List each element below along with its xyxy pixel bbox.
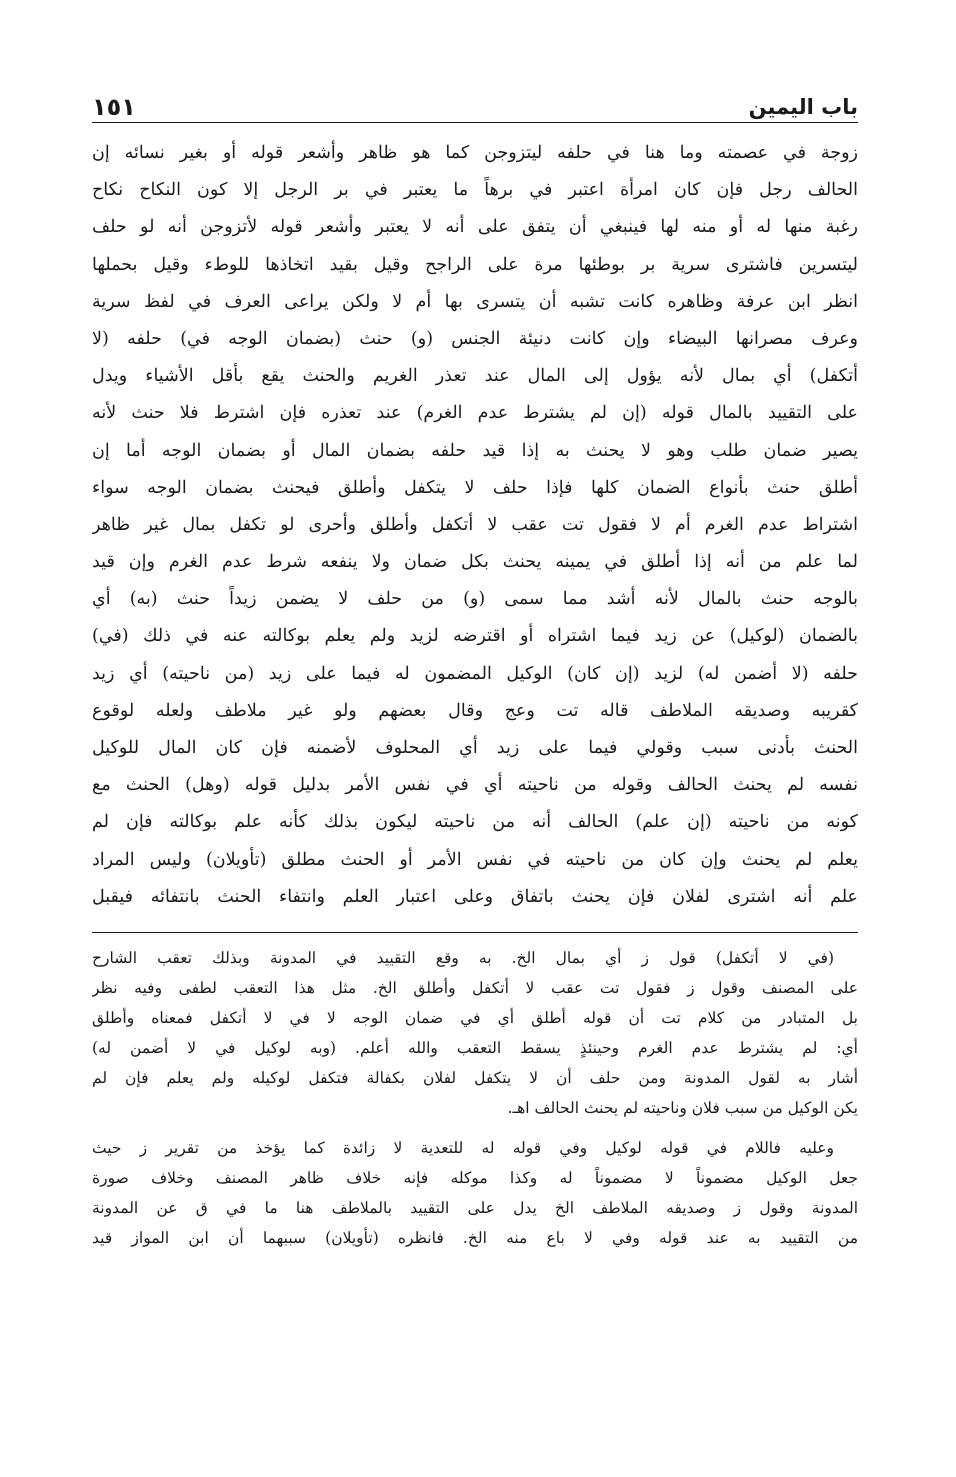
text-line: علم أنه اشترى لفلان فإن يحنث باتفاق وعلى اعتبار العلم وانتفاء الحنث بانتفائه فيقبل [92, 886, 858, 907]
running-header [92, 88, 858, 123]
text-line: لما علم من أنه إذا أطلق في يمينه يحنث بكل ضمان ولا ينفعه شرط عدم الغرم وإن قيد [92, 552, 858, 573]
text-line: يصير ضمان طلب وهو لا يحنث به إذا قيد حلفه بضمان المال أو بضمان الوجه أما إن [92, 440, 858, 461]
text-line: نفسه لم يحنث الحالف وقوله من ناحيته أي في نفس الأمر بدليل قوله (وهل) الحنث مع [92, 775, 858, 796]
page-number: ١٥١ [92, 93, 136, 121]
text-line: زوجة في عصمته وما هنا في حلفه ليتزوجن كما هو ظاهر وأشعر قوله أو بغير نسائه إن [92, 143, 858, 163]
text-line: أتكفل) أي بمال لأنه يؤول إلى المال عند تعذر الغريم والحنث يقع بأقل الأشياء ويدل [92, 366, 858, 387]
text-line: الحنث بأدنى سبب وقولي فيما على زيد أي المحلوف لأضمنه فإن كان المال للوكيل [92, 738, 858, 758]
text-line: كونه من ناحيته (إن علم) الحالف أنه من ناحيته ليكون بذلك كأنه علم بوكالته فإن لم [92, 812, 858, 833]
text-line: بالوجه حنث بالمال لأنه أشد مما سمى (و) من حلف لا يضمن زيداً حنث (به) أي [92, 589, 858, 610]
text-line: بالضمان (لوكيل) عن زيد فيما اشتراه أو اقترضه لزيد ولم يعلم بوكالته عنه في ذلك (في) [92, 626, 858, 647]
footnotes-section [92, 943, 858, 1253]
paragraph-spacer [92, 1123, 858, 1133]
text-line: كقريبه وصديقه الملاطف قاله تت وعج وقال بعضهم ولو غير ملاطف ولعله لوقوع [92, 700, 858, 721]
footnote-line: بل المتبادر من كلام تت أن قوله أطلق أي في ضمان الوجه لا في لا أتكفل فمعناه وأطلق [92, 1008, 858, 1027]
chapter-title: باب اليمين [748, 95, 858, 119]
text-line: ليتسرين فاشترى سرية بر بوطئها مرة على الراجح وقيل بقيد اتخاذها للوطء وقيل بحملها [92, 254, 858, 275]
footnote-line: يكن الوكيل من سبب فلان وناحيته لم يحنث الحالف اهـ. [507, 1098, 858, 1117]
book-page [92, 88, 858, 1253]
footnote-line: المدونة وقول ز وصديقه الملاطف الخ يدل على التقييد بالملاطف هنا ما في ق عن المدونة [92, 1198, 858, 1217]
footnote-line: أي: لم يشترط عدم الغرم وحينئذٍ يسقط التعقب والله أعلم. (وبه لوكيل في لا أضمن له) [92, 1038, 858, 1057]
text-line: على التقييد بالمال قوله (إن لم يشترط عدم الغرم) عند تعذره فإن اشترط فلا حنث لأنه [92, 403, 858, 424]
text-line: اشتراط عدم الغرم أم لا فقول تت عقب لا أتكفل وأطلق وأحرى لو تكفل بمال غير ظاهر [92, 514, 858, 535]
text-line: يعلم لم يحنث وإن كان من ناحيته في نفس الأمر أو الحنث مطلق (تأويلان) وليس المراد [92, 849, 858, 870]
text-line: أطلق حنث بأنواع الضمان كلها فإذا حلف لا يتكفل وأطلق فيحنث بضمان الوجه سواء [92, 477, 858, 498]
text-line: رغبة منها له أو منه لها فينبغي أن يتفق على أنه لا يعتبر وأشعر قوله لأتزوجن أنه لو حلف [92, 217, 858, 238]
text-line: وعرف مصرانها البيضاء وإن كانت دنيئة الجنس (و) حنث (بضمان الوجه في) حلفه (لا [92, 328, 858, 349]
footnote-line: وعليه فاللام في قوله لوكيل وفي قوله له للتعدية لا زائدة كما يؤخذ من تقرير ز حيث [92, 1138, 834, 1157]
footnote-line: (في لا أتكفل) قول ز أي بمال الخ. به وقع التقييد في المدونة وبذلك تعقب الشارح [92, 948, 834, 967]
text-line: الحالف رجل فإن كان امرأة اعتبر في برهاً ما يعتبر في بر الرجل إلا كون النكاح نكاح [92, 180, 858, 201]
footnote-line: من التقييد به عند قوله وفي لا باع منه الخ. فانظره (تأويلان) سببهما أن ابن المواز قيد [92, 1228, 858, 1247]
footnote-line: على المصنف وقول ز فقول تت عقب لا أتكفل وأطلق الخ. مثل هذا التعقب لطفى وفيه نظر [92, 978, 858, 997]
main-text-body [92, 135, 858, 916]
text-line: حلفه (لا أضمن له) لزيد (إن كان) الوكيل المضمون له فيما على زيد (من ناحيته) أي زيد [92, 663, 858, 684]
footnote-divider [92, 932, 858, 933]
footnote-line: جعل الوكيل مضموناً لا مضموناً له وكذا موكله فإنه خلاف ظاهر المصنف وخلاف صورة [92, 1168, 858, 1187]
text-line: انظر ابن عرفة وظاهره كانت تشبه أن يتسرى بها أم لا ولكن يراعى العرف في لفظ سرية [92, 291, 858, 312]
footnote-line: أشار به لقول المدونة ومن حلف أن لا يتكفل لفلان بكفالة فتكفل لوكيله ولم يعلم فإن لم [92, 1068, 858, 1087]
